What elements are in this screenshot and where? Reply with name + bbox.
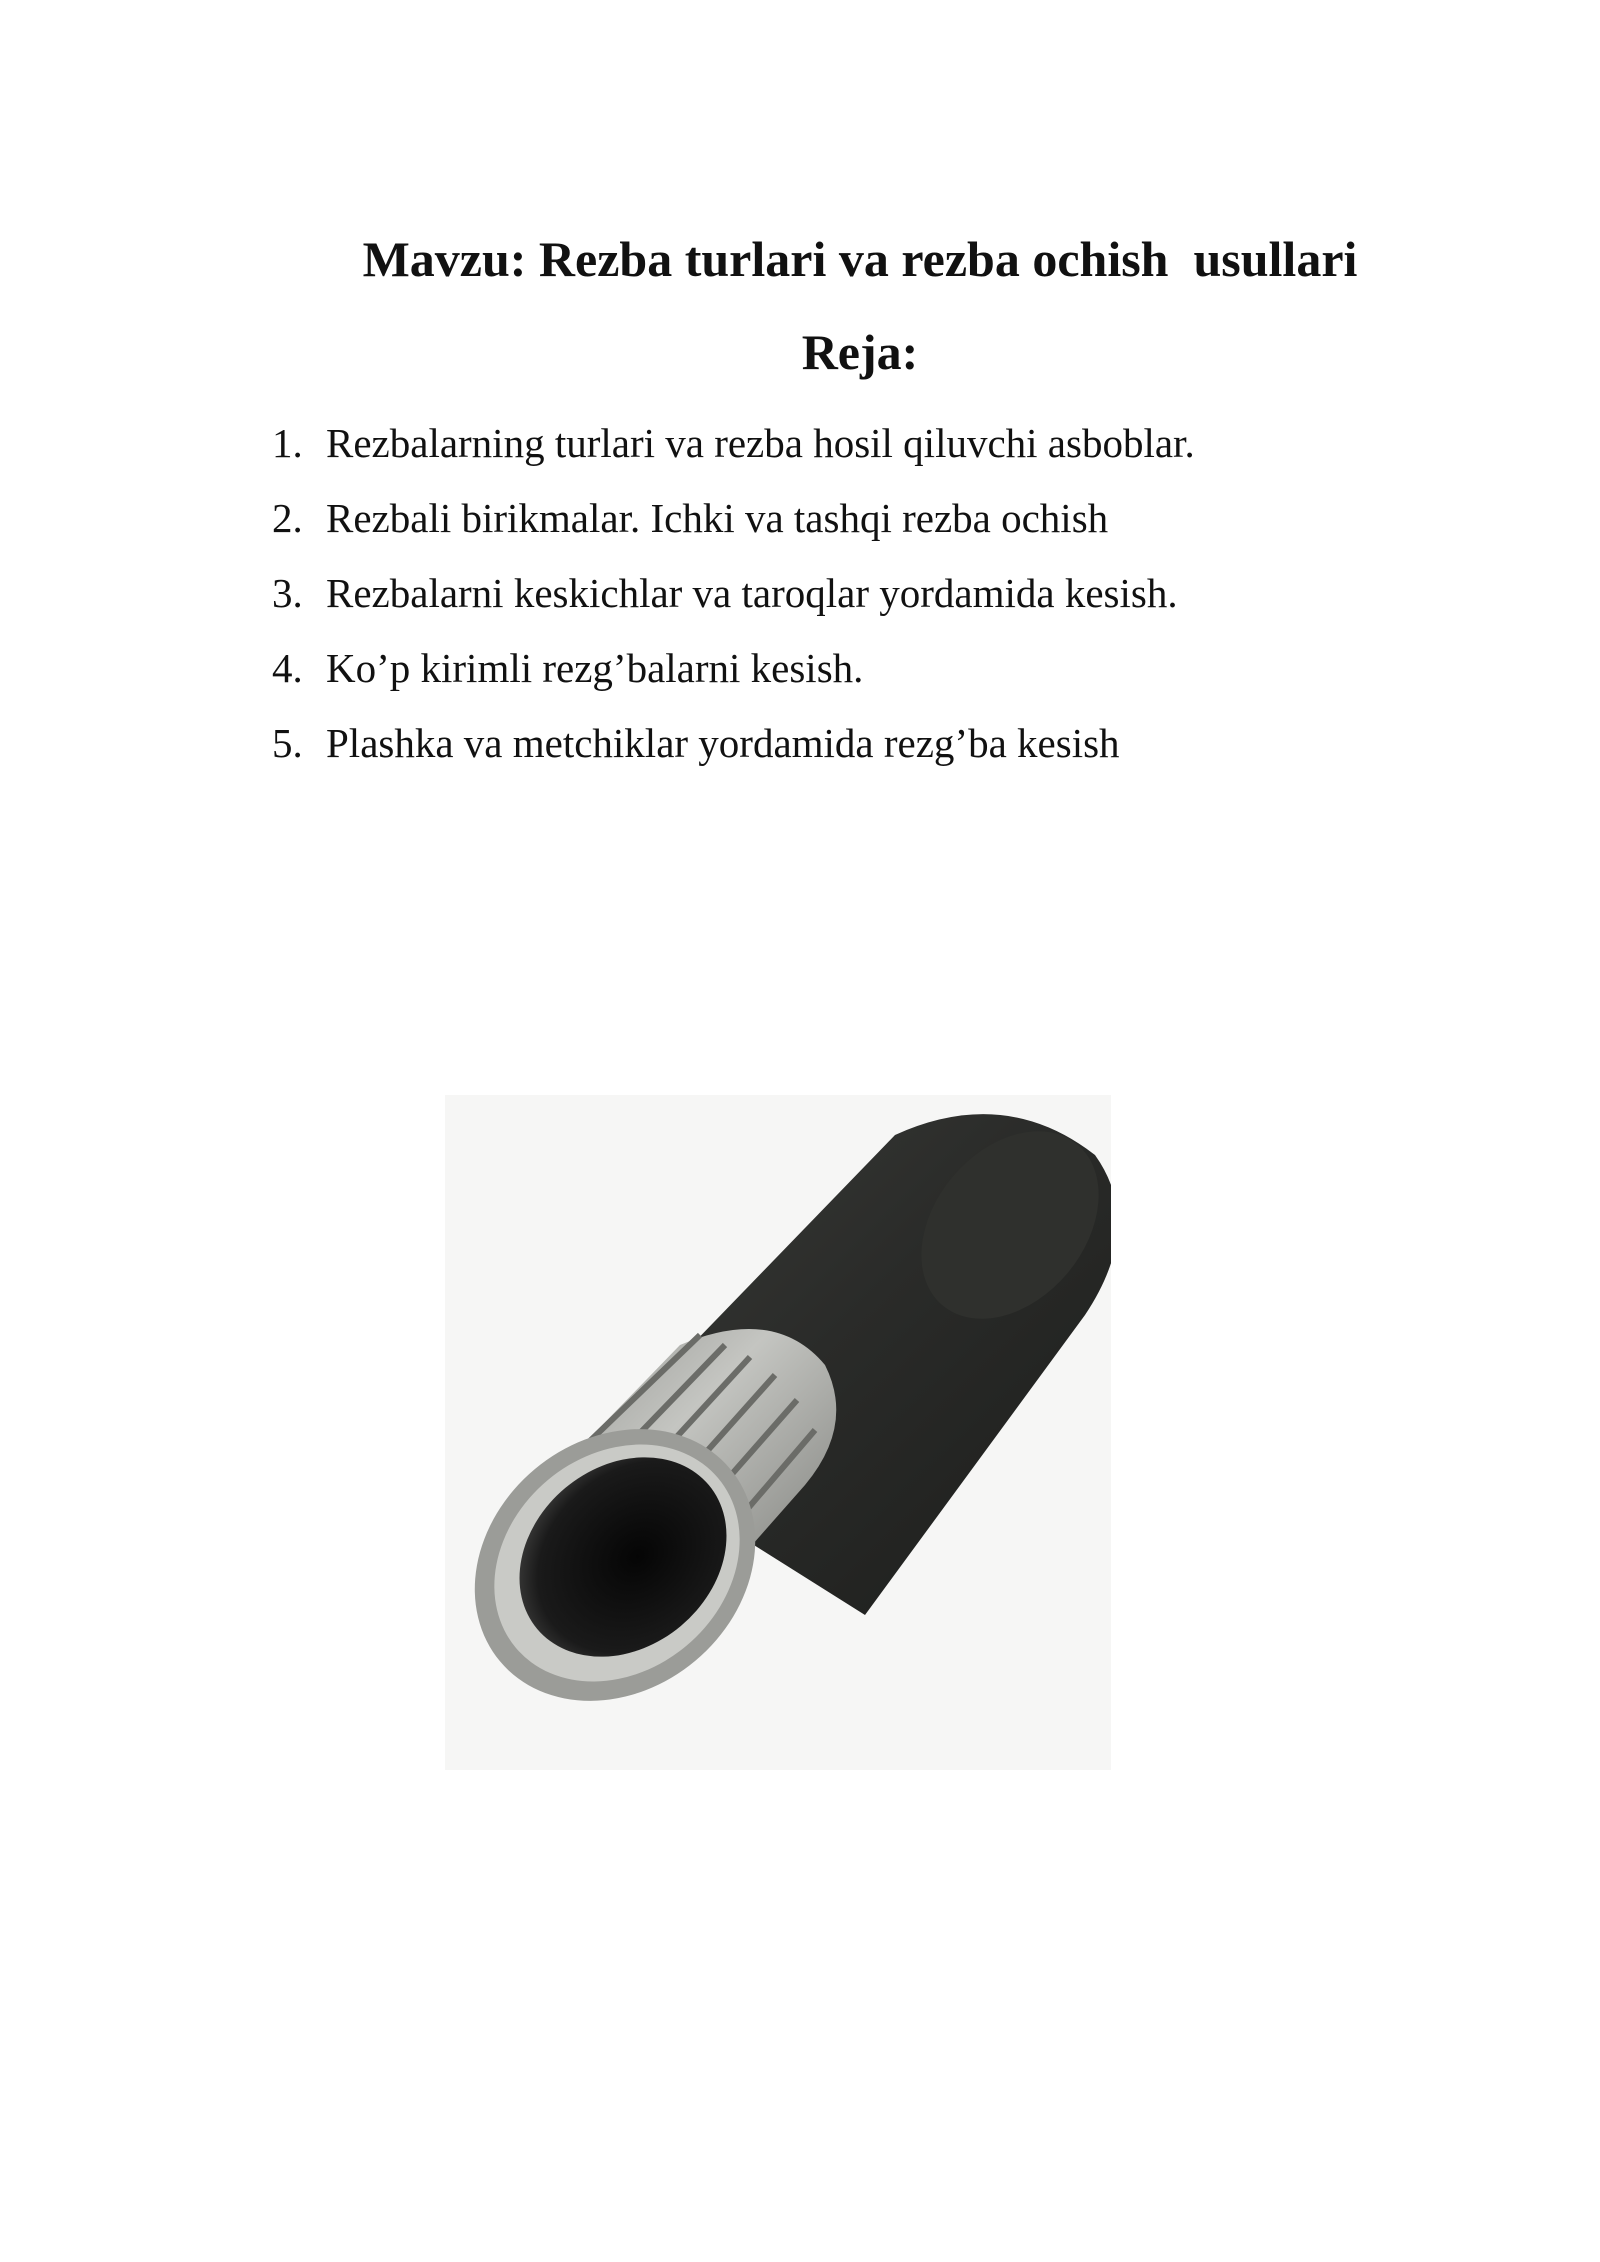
plan-heading: Reja: (801, 324, 919, 380)
page-title: Mavzu: Rezba turlari va rezba ochish usullari (362, 231, 1358, 287)
list-item-number: 3. (272, 569, 303, 616)
list-item-number: 1. (272, 419, 303, 466)
list-item-text: Ko’p kirimli rezg’balarni kesish. (326, 644, 864, 691)
list-item (272, 555, 1372, 630)
list-item-text: Rezbalarni keskichlar va taroqlar yordamida kesish. (326, 569, 1178, 616)
plan-list (272, 405, 1372, 780)
list-item-number: 4. (272, 644, 303, 691)
list-item (272, 405, 1372, 480)
list-item (272, 705, 1372, 780)
list-item (272, 480, 1372, 555)
list-item (272, 630, 1372, 705)
list-item-text: Rezbalarning turlari va rezba hosil qiluvchi asboblar. (326, 419, 1195, 466)
list-item-number: 5. (272, 719, 303, 766)
list-item-number: 2. (272, 494, 303, 541)
list-item-text: Plashka va metchiklar yordamida rezg’ba kesish (326, 719, 1120, 766)
pipe-nipple-photo (445, 1095, 1111, 1770)
list-item-text: Rezbali birikmalar. Ichki va tashqi rezba ochish (326, 494, 1109, 541)
